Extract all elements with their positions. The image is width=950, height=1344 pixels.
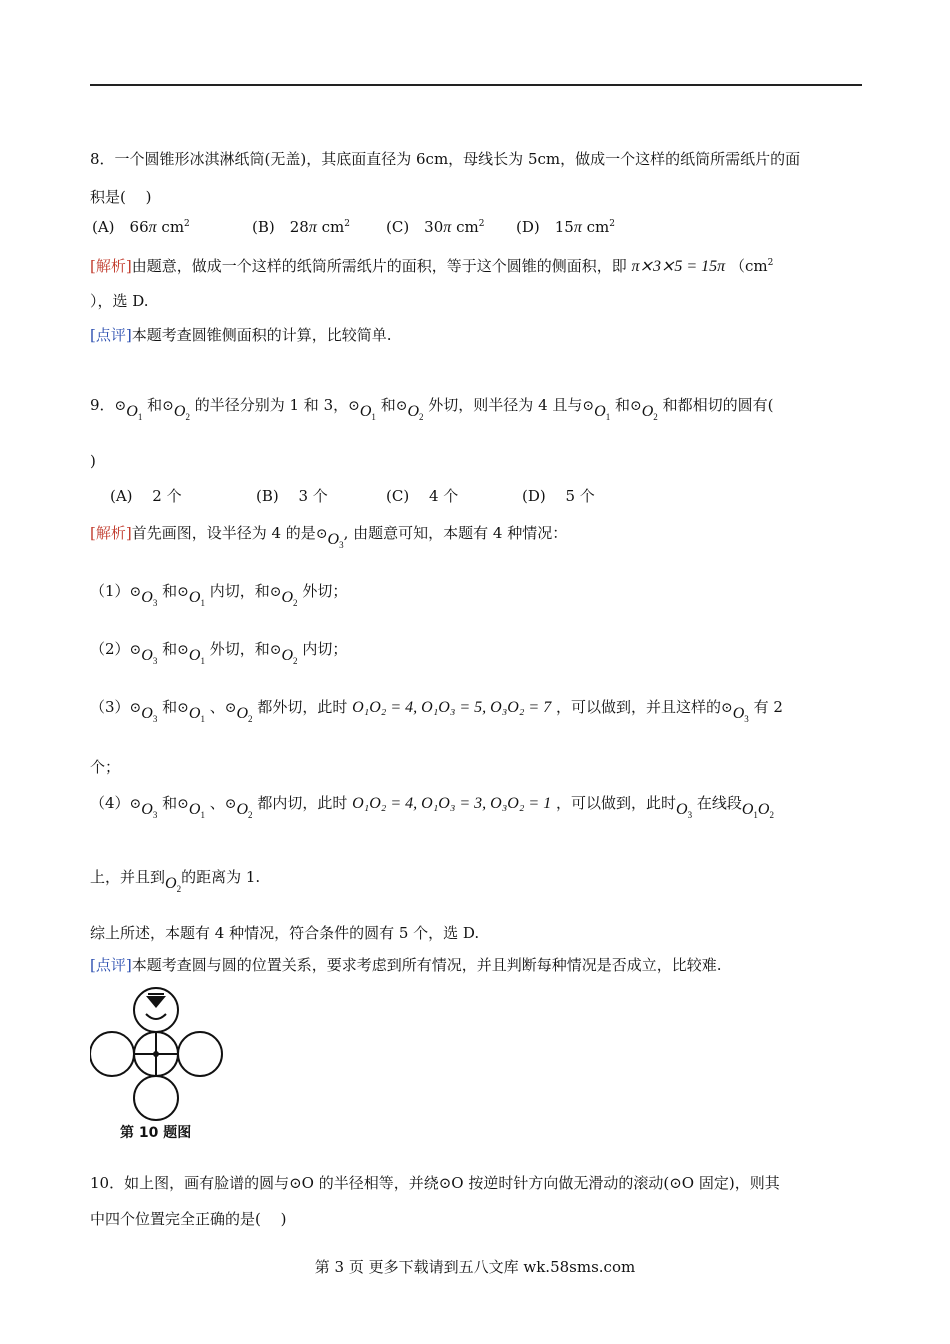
q9-case-3-end: 个； <box>90 758 121 776</box>
q9-option-a: (A) 2 个 <box>110 487 182 505</box>
page-footer: 第 3 页 更多下载请到五八文库 wk.58sms.com <box>314 1258 636 1276</box>
q8-stem-line2: 积是( ) <box>90 188 152 206</box>
comment-tag: [点评] <box>90 326 132 344</box>
q9-analysis: [解析]首先画图，设半径为 4 的是$⊙O_3$, 由题意可知，本题有 4 种情况： <box>90 524 568 551</box>
q9-case-4: $(4)⊙O_3$ 和$⊙O_1$ 、$⊙O_2$ 都内切，此时 O₁O₂ = 4, O₁O₃ = 3, O₃O₂ = 1 ，可以做到，此时$O_3$ 在线段$O_1O_2$ <box>90 794 774 821</box>
q9-case-4-end: 上，并且到$O_2$的距离为 1. <box>90 868 261 895</box>
q8-comment: [点评]本题考查圆锥侧面积的计算，比较简单. <box>90 326 392 344</box>
q9-option-d: (D) 5 个 <box>522 487 595 505</box>
circles-diagram <box>90 986 230 1142</box>
left-circle <box>90 1032 134 1076</box>
case4-formula: O₁O₂ = 4, O₁O₃ = 3, O₃O₂ = 1 <box>352 795 552 812</box>
q9-stem-line2: ) <box>90 452 96 470</box>
q8-stem-line1: 8．一个圆锥形冰淇淋纸筒(无盖)，其底面直径为 6cm，母线长为 5cm，做成一个这样的纸筒所需纸片的面 <box>90 150 801 168</box>
case3-formula: O₁O₂ = 4, O₁O₃ = 5, O₃O₂ = 7 <box>352 699 552 716</box>
q9-case-1: $(1)⊙O_3$ 和$⊙O_1$ 内切，和$⊙O_2$ 外切； <box>90 582 348 609</box>
q8-option-c: (C) 30π $cm^2$ <box>386 218 485 236</box>
analysis-tag: [解析] <box>90 257 132 275</box>
q8-option-d: (D) 15π $cm^2$ <box>516 218 615 236</box>
q8-analysis: [解析]由题意，做成一个这样的纸筒所需纸片的面积，等于这个圆锥的侧面积，即 π⨯3⨯5 = 15π （$cm^2$ <box>90 257 774 275</box>
q9-option-c: (C) 4 个 <box>386 487 459 505</box>
bottom-circle <box>134 1076 178 1120</box>
right-circle <box>178 1032 222 1076</box>
comment-tag: [点评] <box>90 956 132 974</box>
q10-stem-line2: 中四个位置完全正确的是( ) <box>90 1210 287 1228</box>
figure-q10 <box>90 986 230 1142</box>
q9-case-2: $(2)⊙O_3$ 和$⊙O_1$ 外切，和$⊙O_2$ 内切； <box>90 640 348 667</box>
analysis-formula: π⨯3⨯5 = 15π <box>631 258 726 275</box>
q9-option-b: (B) 3 个 <box>256 487 328 505</box>
q8-option-b: (B) 28π $cm^2$ <box>252 218 350 236</box>
q9-case-3: $(3)⊙O_3$ 和$⊙O_1$ 、$⊙O_2$ 都外切，此时 O₁O₂ = 4, O₁O₃ = 5, O₃O₂ = 7 ，可以做到，并且这样的$⊙O_3$ 有 2 <box>90 698 783 725</box>
q10-stem-line1: 10．如上图，画有脸谱的圆与⊙O 的半径相等，并绕⊙O 按逆时针方向做无滑动的滚动(⊙O 固定)，则其 <box>90 1174 780 1192</box>
q9-comment: [点评]本题考查圆与圆的位置关系，要求考虑到所有情况，并且判断每种情况是否成立，比较难. <box>90 956 722 974</box>
header-rule <box>90 84 862 86</box>
q8-analysis-end: ），选 D. <box>90 292 149 310</box>
q9-stem-line1: 9．$⊙O_1$ 和$⊙O_2$ 的半径分别为 1 和 3，$⊙O_1$ 和$⊙O_2$ 外切，则半径为 4 且与$⊙O_1$ 和$⊙O_2$ 和都相切的圆有( <box>90 396 774 423</box>
q9-summary: 综上所述，本题有 4 种情况，符合条件的圆有 5 个，选 D. <box>90 924 480 942</box>
face-triangle <box>146 996 166 1008</box>
q8-option-a: (A) 66π $cm^2$ <box>92 218 190 236</box>
analysis-tag: [解析] <box>90 524 132 542</box>
figure-caption: 第 10 题图 <box>120 1125 192 1141</box>
